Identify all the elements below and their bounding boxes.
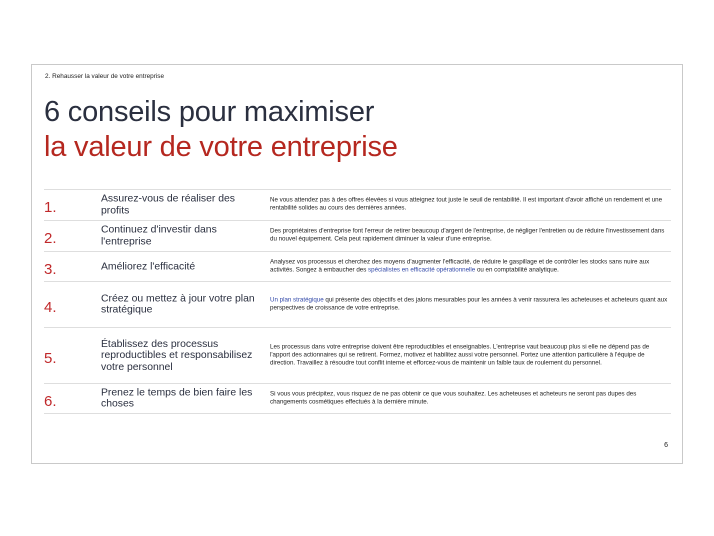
tip-row xyxy=(44,327,671,383)
tip-description xyxy=(270,228,670,245)
document-page xyxy=(31,64,683,464)
tip-number: 5. xyxy=(44,349,57,367)
tip-number: 4. xyxy=(44,298,57,316)
description-text: Des propriétaires d'entreprise font l'erreur de retirer beaucoup d'argent de l'entreprise, de négliger l'entretien ou de réduire l'investissement dans du nouvel équipement. Cela peut rapidement diminuer la valeur d'une entreprise. xyxy=(270,227,665,243)
tip-title: Établissez des processus reproductibles et responsabilisez votre personnel xyxy=(101,338,253,373)
description-text: qui présente des objectifs et des jalons mesurables pour les années à venir rassurera les acheteuses et acheteurs quant aux perspectives de croissance de votre entreprise. xyxy=(270,296,668,312)
tip-title: Assurez-vous de réaliser des profits xyxy=(101,193,235,216)
tip-title: Améliorez l'efficacité xyxy=(101,260,196,272)
page-title-line-1: 6 conseils pour maximiser xyxy=(44,96,375,128)
page-title-line-2: la valeur de votre entreprise xyxy=(44,131,398,163)
tip-description xyxy=(270,258,670,275)
tip-row xyxy=(44,383,671,414)
tip-row xyxy=(44,281,671,327)
inline-link[interactable]: spécialistes en efficacité opérationnelle xyxy=(368,266,476,274)
tip-title: Prenez le temps de bien faire les choses xyxy=(101,387,253,410)
tip-description xyxy=(270,296,670,313)
tip-number: 3. xyxy=(44,260,57,278)
inline-link[interactable]: Un plan stratégique xyxy=(270,296,324,304)
tip-number: 1. xyxy=(44,199,57,217)
tip-title: Continuez d'investir dans l'entreprise xyxy=(101,224,217,247)
tip-description xyxy=(270,390,670,407)
section-label: 2. Rehausser la valeur de votre entreprise xyxy=(45,73,165,80)
page-number: 6 xyxy=(664,442,668,449)
tip-row xyxy=(44,251,671,281)
description-text: Ne vous attendez pas à des offres élevées si vous atteignez tout juste le seuil de rentabilité. Il est important d'avoir affiché un rendement et une rentabilité solides au cours des dernières années. xyxy=(270,196,663,212)
description-text: Les processus dans votre entreprise doivent être reproductibles et enseignables. L'entreprise vaut beaucoup plus si elle ne dépend pas de l'apport des actionnaires qui se retirent. Formez, motivez et habilitez aussi votre personnel. Portez une attention particulière à l'équipe de direction. Travaillez à résoudre tout conflit interne et efforcez-vous de maintenir un faible taux de roulement du personnel. xyxy=(270,343,650,367)
description-text: ou en comptabilité analytique. xyxy=(475,266,559,274)
tip-row xyxy=(44,189,671,220)
tip-description xyxy=(270,343,670,368)
tip-number: 6. xyxy=(44,392,57,410)
tip-number: 2. xyxy=(44,230,57,248)
tip-row xyxy=(44,220,671,251)
tips-list xyxy=(44,189,671,414)
tip-title: Créez ou mettez à jour votre plan stratégique xyxy=(101,293,255,316)
description-text: Si vous vous précipitez, vous risquez de ne pas obtenir ce que vous souhaitez. Les acheteuses et acheteurs ne seront pas dupes des changements cosmétiques effectués à la dernière minute. xyxy=(270,390,637,406)
tip-description xyxy=(270,197,670,214)
description-text: Analysez vos processus et cherchez des moyens d'augmenter l'efficacité, de réduire le gaspillage et de contrôler les stocks sans nuire aux activités. Songez à embaucher des xyxy=(270,258,650,274)
